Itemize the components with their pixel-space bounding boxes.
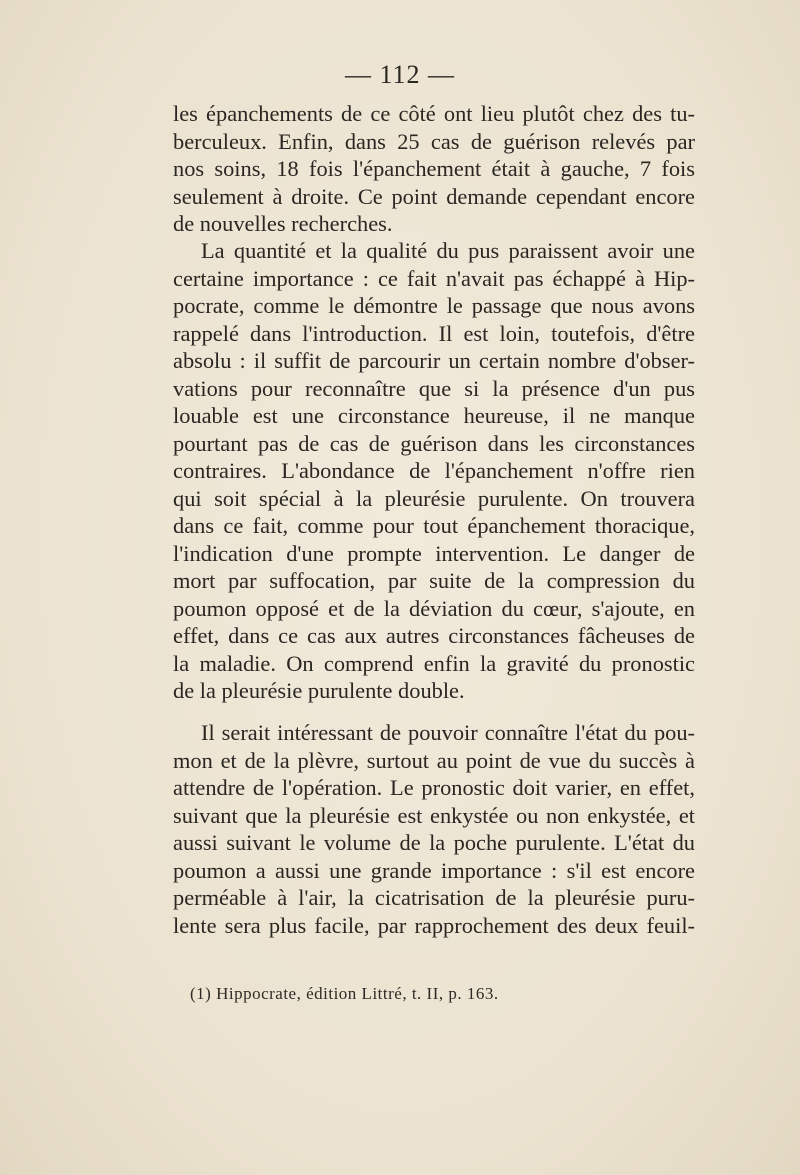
- text-line: aussi suivant le volume de la poche purulente. L'état du: [173, 830, 695, 855]
- footnote: (1) Hippocrate, édition Littré, t. II, p. 163.: [190, 984, 499, 1003]
- text-line: la maladie. On comprend enfin la gravité du pronostic: [173, 650, 695, 676]
- text-line: effet, dans ce cas aux autres circonstances fâcheuses de: [173, 623, 695, 648]
- text-line: La quantité et la qualité du pus paraissent avoir une: [201, 238, 695, 263]
- text-line: contraires. L'abondance de l'épanchement n'offre rien: [173, 458, 695, 483]
- paragraph-2: [173, 237, 695, 705]
- text-line: de la pleurésie purulente double.: [173, 678, 465, 703]
- text-line: mort par suffocation, par suite de la compression du: [173, 568, 695, 593]
- text-line: louable est une circonstance heureuse, il ne manque: [173, 403, 695, 428]
- text-line: pocrate, comme le démontre le passage que nous avons: [173, 293, 695, 318]
- text-line: Il serait intéressant de pouvoir connaître l'état du pou-: [201, 720, 695, 745]
- text-line: seulement à droite. Ce point demande cependant encore: [173, 183, 695, 209]
- text-line: qui soit spécial à la pleurésie purulente. On trouvera: [173, 485, 695, 511]
- text-line: vations pour reconnaître que si la présence d'un pus: [173, 375, 695, 401]
- text-line: certaine importance : ce fait n'avait pas échappé à Hip-: [173, 265, 695, 291]
- text-line: pourtant pas de cas de guérison dans les circonstances: [173, 430, 695, 456]
- text-line: suivant que la pleurésie est enkystée ou non enkystée, et: [173, 802, 695, 828]
- text-line: dans ce fait, comme pour tout épanchement thoracique,: [173, 513, 695, 538]
- text-line: poumon opposé et de la déviation du cœur, s'ajoute, en: [173, 595, 695, 621]
- paragraph-1: [173, 100, 695, 238]
- text-line: nos soins, 18 fois l'épanchement était à gauche, 7 fois: [173, 156, 695, 181]
- text-line: berculeux. Enfin, dans 25 cas de guérison relevés par: [173, 128, 695, 154]
- page-number: — 112 —: [344, 60, 456, 89]
- text-line: lente sera plus facile, par rapprochement des deux feuil-: [173, 912, 695, 938]
- text-line: rappelé dans l'introduction. Il est loin, toutefois, d'être: [173, 320, 695, 346]
- text-line: attendre de l'opération. Le pronostic doit varier, en effet,: [173, 775, 695, 800]
- text-line: poumon a aussi une grande importance : s'il est encore: [173, 857, 695, 883]
- text-line: mon et de la plèvre, surtout au point de vue du succès à: [173, 747, 695, 773]
- text-line: perméable à l'air, la cicatrisation de la pleurésie puru-: [173, 885, 695, 910]
- text-line: de nouvelles recherches.: [173, 211, 393, 236]
- text-line: les épanchements de ce côté ont lieu plutôt chez des tu-: [173, 101, 695, 126]
- text-line: absolu : il suffit de parcourir un certain nombre d'obser-: [173, 348, 695, 373]
- text-line: l'indication d'une prompte intervention. Le danger de: [173, 540, 695, 566]
- paragraph-3: [173, 719, 695, 939]
